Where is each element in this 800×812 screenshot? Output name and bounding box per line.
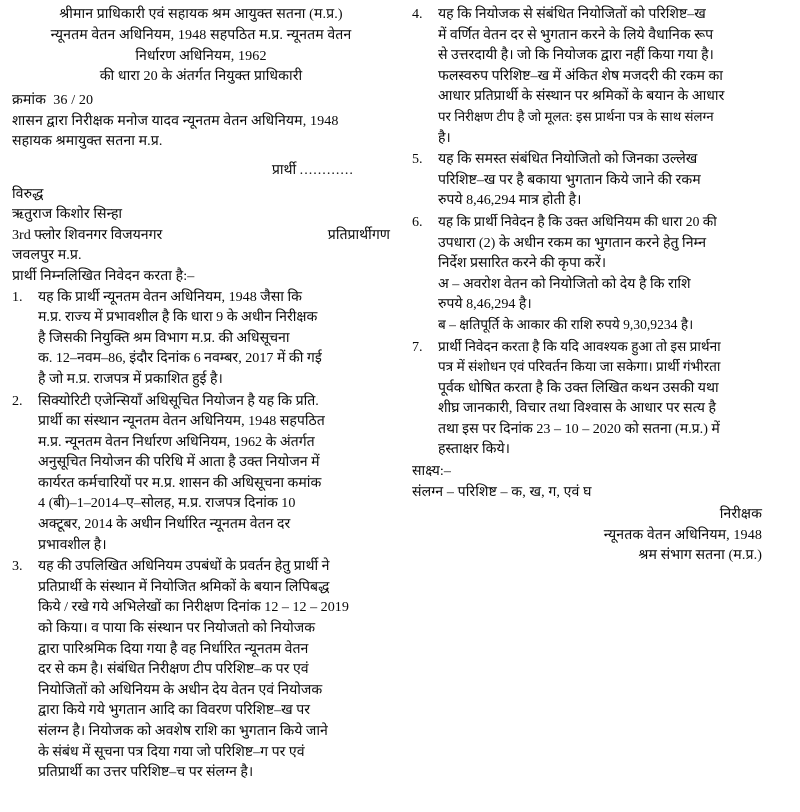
claim-1-line-0: यह कि प्रार्थी न्यूनतम वेतन अधिनियम, 1948 जैसा कि bbox=[38, 288, 302, 305]
claim-4-line-4: आधार प्रतिप्रार्थी के संस्थान पर श्रमिकों के बयान के आधार bbox=[437, 88, 725, 105]
claim-item-5 bbox=[412, 149, 786, 211]
enclosures-line: संलग्न – परिशिष्ट – क, ख, ग, एवं घ bbox=[411, 483, 592, 500]
applicant-spacer bbox=[12, 152, 390, 160]
claim-number-1: 1. bbox=[12, 288, 23, 305]
claim-number-6: 6. bbox=[411, 213, 423, 230]
claim-5-line-1: परिशिष्ट–ख पर है बकाया भुगतान किये जाने की रकम bbox=[437, 171, 701, 188]
claim-2-line-2: म.प्र. न्यूनतम वेतन निर्धारण अधिनियम, 1962 के अंतर्गत bbox=[38, 433, 315, 450]
claim-5-line-0: यह कि समस्त संबंधित नियोजितो को जिनका उल्लेख bbox=[437, 151, 698, 168]
claims-list-right bbox=[412, 4, 786, 460]
claim-4-line-6: है। bbox=[437, 129, 451, 146]
claim-body-3 bbox=[38, 556, 390, 783]
claim-body-5 bbox=[438, 149, 786, 211]
claim-3-line-0: यह की उपलिखित अधिनियम उपबंधों के प्रवर्तन हेतु प्रार्थी ने bbox=[38, 558, 330, 575]
claim-2-line-7: प्रभावशील है। bbox=[38, 536, 107, 553]
claim-4-line-3: फलस्वरुप परिशिष्ट–ख में अंकित शेष मजदरी की रकम का bbox=[437, 67, 723, 84]
claim-3-line-8: संलग्न है। नियोजक को अवशेष राशि का भुगतान किये जाने bbox=[38, 723, 328, 739]
evidence-label: साक्ष्य:– bbox=[411, 463, 452, 480]
heading-line-act-2: निर्धारण अधिनियम, 1962 bbox=[135, 47, 267, 64]
claim-2-line-5: 4 (बी)–1–2014–ए–सोलह, म.प्र. राजपत्र दिनांक 10 bbox=[38, 495, 296, 512]
claim-body-7 bbox=[438, 337, 786, 461]
claim-3-line-5: दर से कम है। संबंधित निरीक्षण टीप परिशिष्ट–क पर एवं bbox=[38, 661, 309, 678]
claim-7-line-5: हस्ताक्षर किये। bbox=[437, 441, 510, 458]
claim-6-a-line-0: अ – अवरोश वेतन को नियोजितो को देय है कि राशि bbox=[437, 275, 691, 292]
claim-7-line-4: तथा इस पर दिनांक 23 – 10 – 2020 को सतना (म.प्र.) में bbox=[437, 420, 720, 437]
claim-6-subitem-a bbox=[438, 274, 786, 315]
claim-4-line-1: में वर्णित वेतन दर से भुगतान करने के लिये वैधानिक रूप bbox=[437, 26, 714, 43]
respondent-role-label: प्रतिप्रार्थीगण bbox=[327, 226, 390, 243]
respondent-name: ऋतुराज किशोर सिन्हा bbox=[12, 206, 123, 223]
claim-4-line-5: पर निरीक्षण टीप है जो मूलत: इस प्रार्थना पत्र के साथ संलग्न bbox=[437, 108, 714, 124]
claim-item-1 bbox=[12, 287, 390, 390]
claim-1-line-2: है जिसकी नियुक्ति श्रम विभाग म.प्र. की अधिसूचना bbox=[38, 329, 290, 346]
signature-block bbox=[412, 504, 786, 566]
claim-1-line-3: क. 12–नवम–86, इंदौर दिनांक 6 नवम्बर, 2017 में की गई bbox=[38, 350, 322, 367]
claim-1-line-1: म.प्र. राज्य में प्रभावशील है कि धारा 9 के अधीन निरीक्षक bbox=[38, 309, 318, 326]
claim-2-line-3: अनुसूचित नियोजन की परिधि में आता है उक्त नियोजन में bbox=[38, 454, 320, 471]
claim-body-4 bbox=[438, 4, 786, 148]
claim-2-line-6: अक्टूबर, 2014 के अधीन निर्धारित न्यूनतम वेतन दर bbox=[38, 516, 291, 533]
heading-line-act-1: न्यूनतम वेतन अधिनियम, 1948 सहपठित म.प्र. न्यूनतम वेतन bbox=[50, 26, 352, 43]
applicant-role-row bbox=[12, 160, 390, 181]
claim-3-line-4: द्वारा पारिश्रमिक दिया गया है वह निर्धारित न्यूनतम वेतन bbox=[38, 640, 309, 657]
applicant-line-1: शासन द्वारा निरीक्षक मनोज यादव न्यूनतम वेतन अधिनियम, 1948 bbox=[12, 112, 339, 129]
claim-3-line-7: द्वारा किये गये भुगतान आदि का विवरण परिशिष्ट–ख पर bbox=[38, 702, 310, 719]
claim-number-7: 7. bbox=[411, 338, 423, 355]
heading-line-section: की धारा 20 के अंतर्गत नियुक्त प्राधिकारी bbox=[99, 68, 303, 85]
signature-designation: निरीक्षक bbox=[719, 506, 762, 523]
left-column bbox=[8, 4, 400, 812]
claim-item-6 bbox=[412, 212, 786, 336]
claim-5-line-2: रुपये 8,46,294 मात्र होती है। bbox=[437, 192, 582, 209]
intro-text: प्रार्थी निम्नलिखित निवेदन करता है:– bbox=[12, 267, 195, 284]
claim-7-line-2: पूर्वक धोषित करता है कि उक्त लिखित कथन उसकी यथा bbox=[437, 379, 719, 396]
claim-3-line-2: किये / रखे गये अभिलेखों का निरीक्षण दिनांक 12 – 12 – 2019 bbox=[38, 599, 349, 616]
claim-3-line-9: के संबंध में सूचना पत्र दिया गया जो परिशिष्ट–ग पर एवं bbox=[38, 743, 305, 760]
claim-4-line-0: यह कि नियोजक से संबंधित नियोजितों को परिशिष्ट–ख bbox=[437, 6, 706, 22]
claim-number-5: 5. bbox=[411, 151, 423, 168]
claim-7-line-3: शीघ्र जानकारी, विचार तथा विश्वास के आधार पर सत्य है bbox=[437, 400, 716, 417]
claim-body-2 bbox=[38, 391, 390, 556]
signature-division: श्रम संभाग सतना (म.प्र.) bbox=[638, 547, 762, 564]
respondent-address-line-1: 3rd फ्लोर शिवनगर विजयनगर bbox=[12, 226, 163, 243]
signature-act: न्यूनतक वेतन अधिनियम, 1948 bbox=[603, 526, 762, 543]
claim-item-2 bbox=[12, 391, 390, 556]
claim-number-2: 2. bbox=[12, 392, 23, 409]
claim-6-b-line-0: ब – क्षतिपूर्ति के आकार की राशि रुपये 9,30,9234 है। bbox=[437, 316, 694, 332]
heading-line-authority: श्रीमान प्राधिकारी एवं सहायक श्रम आयुक्त सतना (म.प्र.) bbox=[59, 6, 343, 22]
claim-3-line-1: प्रतिप्रार्थी के संस्थान में नियोजित श्रमिकों के बयान लिपिबद्ध bbox=[38, 578, 330, 595]
claim-2-line-1: प्रार्थी का संस्थान न्यूनतम वेतन अधिनियम, 1948 सहपठित bbox=[38, 413, 325, 430]
case-number-label: क्रमांक bbox=[12, 92, 47, 109]
respondent-address-line-2: जवलपुर म.प्र. bbox=[12, 247, 82, 264]
case-number-row bbox=[12, 90, 390, 111]
claim-3-line-10: प्रतिप्रार्थी का उत्तर परिशिष्ट–च पर संलग्न है। bbox=[38, 764, 254, 781]
claim-item-7 bbox=[412, 337, 786, 461]
claim-7-line-0: प्रार्थी निवेदन करता है कि यदि आवश्यक हुआ तो इस प्रार्थना bbox=[437, 338, 721, 354]
claim-2-line-0: सिक्योरिटी एजेन्सियाँ अधिसूचित नियोजन है यह कि प्रति. bbox=[38, 392, 319, 409]
claim-7-line-1: पत्र में संशोधन एवं परिवर्तन किया जा सकेगा। प्रार्थी गंभीरता bbox=[437, 359, 721, 375]
versus-label: विरुद्ध bbox=[12, 185, 44, 202]
claim-item-4 bbox=[412, 4, 786, 148]
claim-item-3 bbox=[12, 556, 390, 783]
claim-body-6 bbox=[438, 212, 786, 336]
claim-body-1 bbox=[38, 287, 390, 390]
right-column bbox=[400, 4, 792, 812]
claim-6-subitem-b bbox=[438, 315, 786, 336]
claim-3-line-3: को किया। व पाया कि संस्थान पर नियोजतो को नियोजक bbox=[38, 620, 316, 637]
claim-4-line-2: से उत्तरदायी है। जो कि नियोजक द्वारा नहीं किया गया है। bbox=[437, 47, 714, 64]
claim-3-line-6: नियोजितों को अधिनियम के अधीन देय वेतन एवं नियोजक bbox=[38, 681, 323, 698]
respondent-address-row bbox=[12, 225, 390, 246]
claim-number-3: 3. bbox=[12, 558, 23, 575]
claim-6-line-2: निर्देश प्रसारित करने की कृपा करें। bbox=[437, 255, 607, 272]
case-number-value: 36 / 20 bbox=[53, 92, 94, 109]
claim-6-line-1: उपधारा (2) के अधीन रकम का भुगतान करने हेतु निम्न bbox=[437, 234, 707, 251]
claim-6-a-line-1: रुपये 8,46,294 है। bbox=[437, 296, 532, 313]
applicant-line-2: सहायक श्रमायुक्त सतना म.प्र. bbox=[12, 133, 163, 150]
claim-1-line-4: है जो म.प्र. राजपत्र में प्रकाशित हुई है। bbox=[38, 370, 223, 387]
claim-6-line-0: यह कि प्रार्थी निवेदन है कि उक्त अधिनियम की धारा 20 की bbox=[437, 213, 717, 229]
claim-2-line-4: कार्यरत कर्मचारियों पर म.प्र. शासन की अधिसूचना कमांक bbox=[38, 474, 322, 491]
applicant-role-label: प्रार्थी bbox=[271, 161, 297, 178]
claim-number-4: 4. bbox=[411, 6, 423, 22]
applicant-role-dots: ............ bbox=[299, 161, 354, 178]
document-heading bbox=[12, 4, 390, 87]
claims-list-left bbox=[12, 287, 390, 783]
